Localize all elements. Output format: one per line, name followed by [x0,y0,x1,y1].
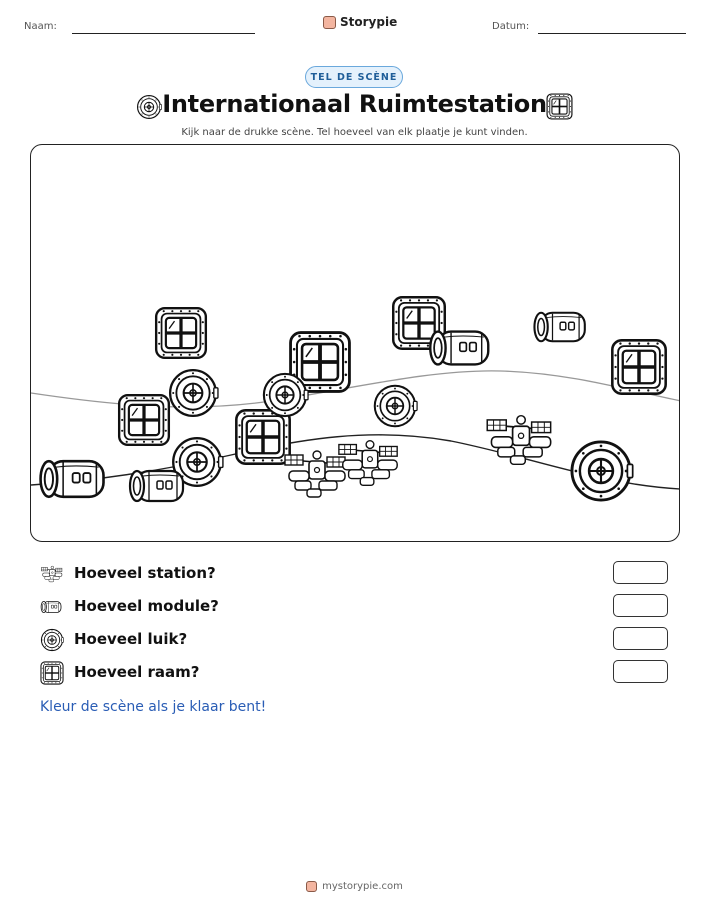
scene-hatch [375,386,417,426]
brand-name: Storypie [340,15,398,29]
name-label: Naam: [24,21,57,32]
scene-window [119,395,169,445]
footer [0,881,709,892]
scene-station [339,441,397,486]
footer-url[interactable]: mystorypie.com [322,881,403,892]
name-line[interactable] [72,33,255,34]
scene-hatch [572,442,633,500]
question-label: Hoeveel station? [74,564,216,582]
question-row-module [40,594,680,620]
date-line[interactable] [538,33,686,34]
scene-window [236,410,289,463]
counting-scene [30,144,680,542]
scene-window [612,340,665,393]
coloring-instruction: Kleur de scène als je klaar bent! [40,699,267,715]
scene-module [41,461,104,497]
answer-box-module[interactable] [613,594,668,617]
scene-module [430,332,488,365]
storypie-logo-icon [306,881,317,892]
answer-box-station[interactable] [613,561,668,584]
page-title: Internationaal Ruimtestation [162,90,547,118]
date-label: Datum: [492,21,530,32]
module-icon [40,595,64,619]
question-label: Hoeveel luik? [74,630,188,648]
scene-hatch [170,370,218,416]
window-icon [40,661,64,685]
page-subtitle: Kijk naar de drukke scène. Tel hoeveel van elk plaatje je kunt vinden. [181,127,528,138]
question-label: Hoeveel raam? [74,663,200,681]
scene-station [487,416,550,465]
answer-box-hatch[interactable] [613,627,668,650]
answer-box-window[interactable] [613,660,668,683]
storypie-logo-icon [323,16,336,29]
scene-module [130,471,183,501]
brand [323,15,397,29]
hatch-icon [40,628,64,652]
title-window-icon [546,93,573,120]
question-row-window [40,660,680,686]
station-icon [40,562,64,586]
question-row-hatch [40,627,680,653]
scene-station [285,451,345,497]
question-label: Hoeveel module? [74,597,219,615]
scene-hatch [264,374,308,416]
question-row-station [40,561,680,587]
activity-badge: TEL DE SCÈNE [305,66,403,88]
scene-window [156,308,206,358]
scene-module [534,313,584,342]
